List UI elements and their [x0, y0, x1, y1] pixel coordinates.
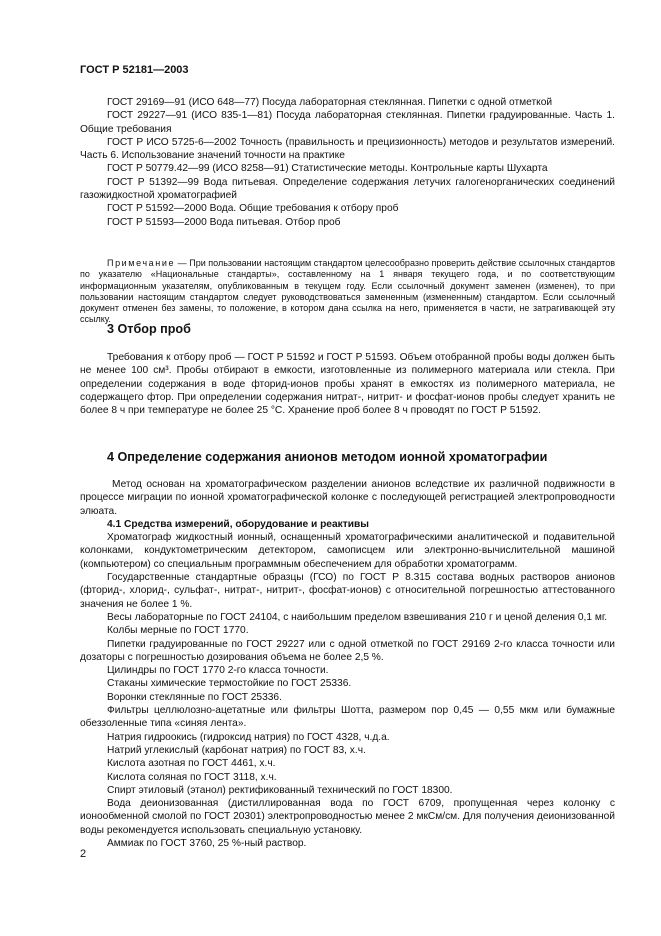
reference-item: ГОСТ Р ИСО 5725-6—2002 Точность (правильность и прецизионность) методов и результатов измерений. Часть 6. Использование значений точности на практике [80, 136, 615, 162]
reference-item: ГОСТ Р 50779.42—99 (ИСО 8258—91) Статистические методы. Контрольные карты Шухарта [107, 163, 548, 175]
reference-item: ГОСТ Р 51593—2000 Вода питьевая. Отбор проб [107, 216, 341, 228]
document-header: ГОСТ Р 52181—2003 [80, 64, 189, 76]
section-4-title: 4 Определение содержания анионов методом ионной хроматографии [107, 450, 548, 464]
equipment-item: Цилиндры по ГОСТ 1770 2-го класса точности. [107, 665, 329, 677]
reference-item: ГОСТ Р 51592—2000 Вода. Общие требования к отбору проб [107, 203, 399, 215]
equipment-item: Кислота азотная по ГОСТ 4461, х.ч. [107, 758, 276, 770]
section-3-body [80, 351, 615, 417]
reference-item: ГОСТ 29227—91 (ИСО 835-1—81) Посуда лабораторная стеклянная. Пипетки градуированные. Часть 1. Общие требования [80, 110, 615, 135]
subsection-4-1-title: 4.1 Средства измерений, оборудование и реактивы [107, 518, 369, 530]
equipment-item: Воронки стеклянные по ГОСТ 25336. [107, 691, 282, 703]
equipment-item: Весы лабораторные по ГОСТ 24104, с наибольшим пределом взвешивания 210 г и ценой деления 0,1 мг. [107, 611, 608, 623]
equipment-item: Спирт этиловый (этанол) ректификованный технический по ГОСТ 18300. [107, 784, 453, 796]
note-block [80, 258, 615, 326]
note-text: — При пользовании настоящим стандартом целесообразно проверить действие ссылочных стандартов по указателю «Национальные стандарты», составленному на 1 января текущего года, и по соответствующим информационным указателям, опубликованным в текущем году. Если ссылочный документ заменен (изменен), то при пользовании настоящим стандартом следует руководствоваться замененным (измененным) стандартом. Если ссылочный документ отменен без замены, то положение, в котором дана ссылка на него, применяется в части, не затрагивающей эту ссылку. [80, 258, 615, 325]
equipment-item: Натрия гидроокись (гидроксид натрия) по ГОСТ 4328, ч.д.а. [107, 731, 390, 743]
equipment-item: Аммиак по ГОСТ 3760, 25 %-ный раствор. [107, 838, 307, 850]
equipment-item: Государственные стандартные образцы (ГСО) по ГОСТ Р 8.315 состава водных растворов анионов (фторид-, хлорид-, сульфат-, нитрат-, нитрит-, фосфат-ионов) с относительной погрешностью аттестованного значения не более 1 %. [80, 572, 615, 610]
equipment-item: Колбы мерные по ГОСТ 1770. [107, 625, 249, 637]
section-4-intro: Метод основан на хроматографическом разделении анионов вследствие их различной подвижности в процессе миграции по ионной хроматографической колонке с последующей регистрацией электропроводности элюата. [80, 479, 615, 517]
equipment-item: Фильтры целлюлозно-ацетатные или фильтры Шотта, размером пор 0,45 — 0,55 мкм или бумажные обеззоленные типа «синяя лента». [80, 705, 615, 730]
section-4-body [80, 478, 615, 850]
equipment-item: Стаканы химические термостойкие по ГОСТ 25336. [107, 678, 352, 690]
note-label: Примечание [107, 258, 176, 268]
normative-references [80, 96, 615, 229]
section-3-title: 3 Отбор проб [107, 322, 191, 336]
equipment-item: Пипетки градуированные по ГОСТ 29227 или с одной отметкой по ГОСТ 29169 2-го класса точности или дозаторы с погрешностью дозирования объема не более 2,5 %. [80, 638, 615, 663]
page-number: 2 [80, 848, 87, 860]
equipment-item: Натрий углекислый (карбонат натрия) по ГОСТ 83, х.ч. [107, 744, 366, 756]
equipment-item: Кислота соляная по ГОСТ 3118, х.ч. [107, 771, 277, 783]
reference-item: ГОСТ 29169—91 (ИСО 648—77) Посуда лабораторная стеклянная. Пипетки с одной отметкой [107, 97, 553, 108]
equipment-item: Хроматограф жидкостный ионный, оснащенный хроматографическими аналитической и подавительной колонками, кондуктометрическим детектором, самописцем или электронно-вычислительной машиной (компьютером) со специальным программным обеспечением для обработки хроматограмм. [80, 532, 615, 570]
equipment-item: Вода деионизованная (дистиллированная вода по ГОСТ 6709, пропущенная через колонку с ионообменной смолой по ГОСТ 20301) электропроводностью менее 2 мкСм/см. Для получения деионизованной воды рекомендуется использовать специальную установку. [80, 798, 615, 836]
reference-item: ГОСТ Р 51392—99 Вода питьевая. Определение содержания летучих галогенорганических соединений газожидкостной хроматографией [80, 176, 615, 202]
section-3-text: Требования к отбору проб — ГОСТ Р 51592 и ГОСТ Р 51593. Объем отобранной пробы воды должен быть не менее 100 см³. Пробы отбирают в емкости, изготовленные из полимерного материала или стекла. При определении содержания в воде фторид-ионов пробы хранят в емкостях из полимерного материала, не содержащего фтор. При определении содержания нитрат-, нитрит- и фосфат-ионов пробы следует хранить не более 8 ч при температуре не более 25 °С. Хранение проб более 8 ч проводят по ГОСТ Р 51592. [80, 352, 615, 417]
